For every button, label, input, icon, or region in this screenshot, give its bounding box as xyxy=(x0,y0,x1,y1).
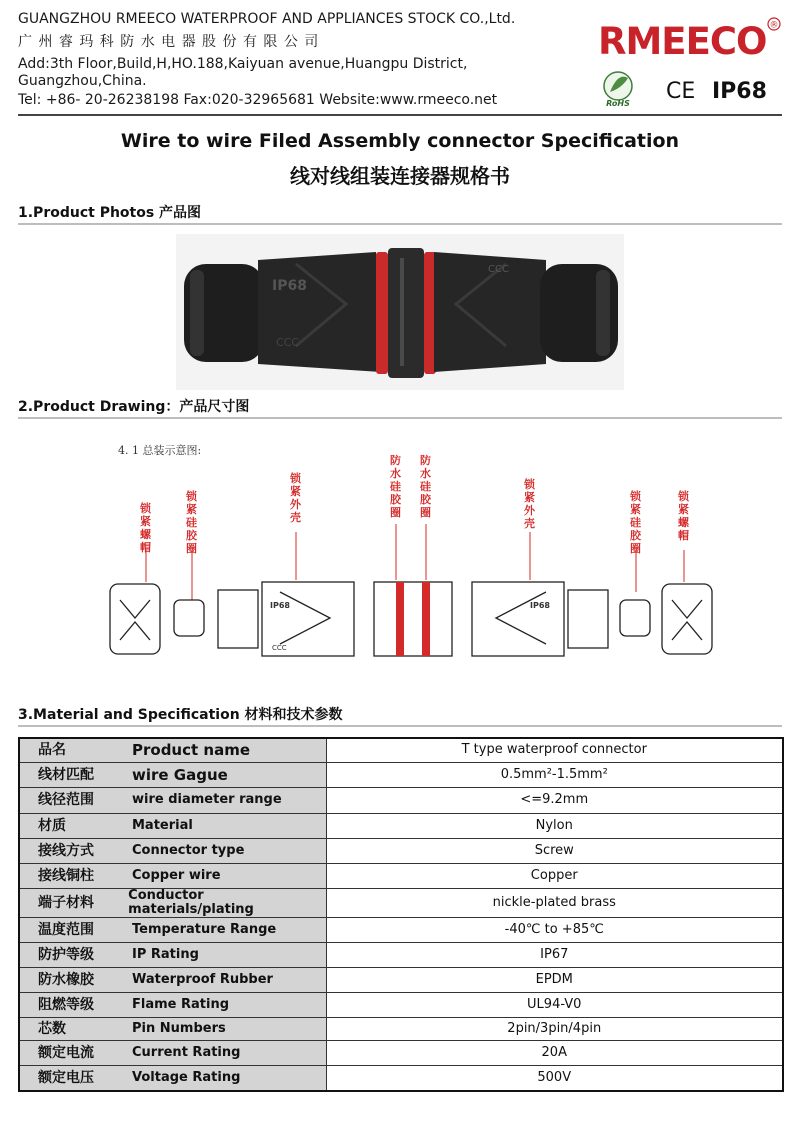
spec-label-cell xyxy=(19,787,326,813)
spec-row xyxy=(19,738,783,762)
spec-label-en: IP Rating xyxy=(132,946,199,962)
rmeeco-logo xyxy=(596,14,786,66)
spec-row xyxy=(19,762,783,787)
address-line-1: Add:3th Floor,Build,H,HO.188,Kaiyuan avenue,Huangpu District, xyxy=(18,56,468,72)
section-spec-heading: 3.Material and Specification 材料和技术参数 xyxy=(18,707,343,723)
spec-row xyxy=(19,1040,783,1065)
spec-label-cn: 线材匹配 xyxy=(38,766,94,783)
spec-row xyxy=(19,863,783,888)
spec-label-cn: 品名 xyxy=(38,742,66,759)
spec-row xyxy=(19,787,783,813)
spec-label-en: Pin Numbers xyxy=(132,1020,226,1036)
spec-value: -40℃ to +85℃ xyxy=(326,917,783,942)
spec-value: nickle-plated brass xyxy=(326,888,783,917)
spec-label-en: Voltage Rating xyxy=(132,1069,241,1085)
spec-value: 20A xyxy=(326,1040,783,1065)
spec-row xyxy=(19,888,783,917)
spec-label-cn: 芯数 xyxy=(38,1020,66,1037)
spec-label-cn: 接线方式 xyxy=(38,842,94,859)
spec-label-cn: 温度范围 xyxy=(38,921,94,938)
spec-row xyxy=(19,992,783,1017)
spec-label-cell xyxy=(19,1065,326,1091)
spec-label-cell xyxy=(19,863,326,888)
spec-label-cell xyxy=(19,838,326,863)
spec-value: Nylon xyxy=(326,813,783,838)
spec-label-en: Current Rating xyxy=(132,1044,241,1060)
spec-label-cell xyxy=(19,813,326,838)
svg-text:4. 1 总装示意图:: 4. 1 总装示意图: xyxy=(118,444,202,457)
spec-value: Copper xyxy=(326,863,783,888)
spec-label-cell xyxy=(19,1017,326,1040)
spec-label-cell xyxy=(19,942,326,967)
label-seal-left xyxy=(186,489,198,555)
svg-text:CCC: CCC xyxy=(488,264,509,275)
svg-text:IP68: IP68 xyxy=(530,601,550,610)
header-divider xyxy=(18,114,782,116)
spec-label-cell xyxy=(19,1040,326,1065)
spec-value: T type waterproof connector xyxy=(326,738,783,762)
svg-text:锁紧硅胶圈: 锁紧硅胶圈 xyxy=(186,490,197,555)
svg-text:RMEECO: RMEECO xyxy=(598,20,767,63)
spec-label-cell xyxy=(19,992,326,1017)
spec-value: EPDM xyxy=(326,967,783,992)
spec-row xyxy=(19,942,783,967)
spec-label-en: wire Gague xyxy=(132,765,228,784)
spec-label-cn: 线径范围 xyxy=(38,792,94,808)
label-rubber-2 xyxy=(420,453,432,519)
spec-value: 2pin/3pin/4pin xyxy=(326,1017,783,1040)
section-divider xyxy=(18,417,782,419)
spec-label-cn: 阻燃等级 xyxy=(38,996,94,1013)
spec-value: 0.5mm²-1.5mm² xyxy=(326,762,783,787)
spec-label-en: Product name xyxy=(132,741,251,760)
spec-label-en: wire diameter range xyxy=(132,792,282,807)
company-name-en: GUANGZHOU RMEECO WATERPROOF AND APPLIANCES STOCK CO.,Ltd. xyxy=(18,11,516,27)
spec-label-cell xyxy=(19,738,326,762)
spec-row xyxy=(19,1065,783,1091)
svg-text:锁紧硅胶圈: 锁紧硅胶圈 xyxy=(630,490,641,555)
contact-line: Tel: +86- 20-26238198 Fax:020-32965681 Website:www.rmeeco.net xyxy=(18,92,498,108)
spec-label-cell xyxy=(19,967,326,992)
assembly-drawing xyxy=(100,432,732,680)
svg-text:CCC: CCC xyxy=(276,336,300,349)
spec-label-en: Flame Rating xyxy=(132,996,230,1012)
spec-label-cn: 防护等级 xyxy=(38,946,94,963)
doc-title-cn: 线对线组装连接器规格书 xyxy=(290,164,510,188)
label-shell-left xyxy=(290,471,302,524)
spec-value: <=9.2mm xyxy=(326,787,783,813)
label-seal-right xyxy=(630,489,642,555)
spec-label-cn: 材质 xyxy=(38,817,66,834)
rohs-icon xyxy=(596,66,786,110)
spec-row xyxy=(19,1017,783,1040)
svg-text:防水硅胶圈: 防水硅胶圈 xyxy=(390,454,401,519)
spec-row xyxy=(19,967,783,992)
svg-text:RoHS: RoHS xyxy=(606,99,630,108)
svg-text:锁紧螺帽: 锁紧螺帽 xyxy=(678,490,689,542)
label-nut-left xyxy=(140,501,152,554)
label-shell-right xyxy=(524,477,536,530)
spec-label-cn: 接线铜柱 xyxy=(38,867,94,884)
company-name-cn: 广 州 睿 玛 科 防 水 电 器 股 份 有 限 公 司 xyxy=(18,34,320,50)
section-photos-heading: 1.Product Photos 产品图 xyxy=(18,205,202,221)
spec-label-cell xyxy=(19,888,326,917)
svg-text:CE: CE xyxy=(666,79,696,104)
spec-table xyxy=(18,737,784,1092)
section-divider xyxy=(18,223,782,225)
spec-label-en: Waterproof Rubber xyxy=(132,971,273,987)
spec-value: UL94-V0 xyxy=(326,992,783,1017)
spec-label-en: Temperature Range xyxy=(132,921,277,937)
spec-row xyxy=(19,813,783,838)
spec-label-cn: 额定电压 xyxy=(38,1069,94,1086)
spec-label-en: Connector type xyxy=(132,842,245,858)
svg-text:IP68: IP68 xyxy=(270,601,290,610)
spec-label-cn: 端子材料 xyxy=(38,894,94,911)
svg-text:®: ® xyxy=(769,20,779,31)
label-nut-right xyxy=(678,489,690,542)
svg-text:锁紧外壳: 锁紧外壳 xyxy=(290,472,301,524)
spec-label-cn: 防水橡胶 xyxy=(38,971,94,988)
spec-value: IP67 xyxy=(326,942,783,967)
spec-label-cell xyxy=(19,762,326,787)
spec-label-en: Copper wire xyxy=(132,867,221,883)
section-divider xyxy=(18,725,782,727)
doc-title-en: Wire to wire Filed Assembly connector Specification xyxy=(120,130,680,152)
spec-value: Screw xyxy=(326,838,783,863)
spec-row xyxy=(19,838,783,863)
address-line-2: Guangzhou,China. xyxy=(18,73,147,89)
spec-label-cell xyxy=(19,917,326,942)
svg-text:IP68: IP68 xyxy=(272,278,307,294)
svg-text:防水硅胶圈: 防水硅胶圈 xyxy=(420,454,431,519)
spec-label-cn: 额定电流 xyxy=(38,1044,94,1061)
spec-value: 500V xyxy=(326,1065,783,1091)
spec-label-en: Material xyxy=(132,817,193,833)
svg-text:CCC: CCC xyxy=(272,644,287,652)
svg-text:锁紧外壳: 锁紧外壳 xyxy=(524,478,535,530)
spec-row xyxy=(19,917,783,942)
spec-label-en: Conductor materials/plating xyxy=(128,887,254,917)
svg-text:锁紧螺帽: 锁紧螺帽 xyxy=(140,502,151,554)
svg-text:IP68: IP68 xyxy=(712,79,767,104)
section-drawing-heading: 2.Product Drawing：产品尺寸图 xyxy=(18,399,250,415)
certification-marks xyxy=(596,66,786,110)
label-rubber-1 xyxy=(390,453,402,519)
product-photo xyxy=(176,234,624,390)
